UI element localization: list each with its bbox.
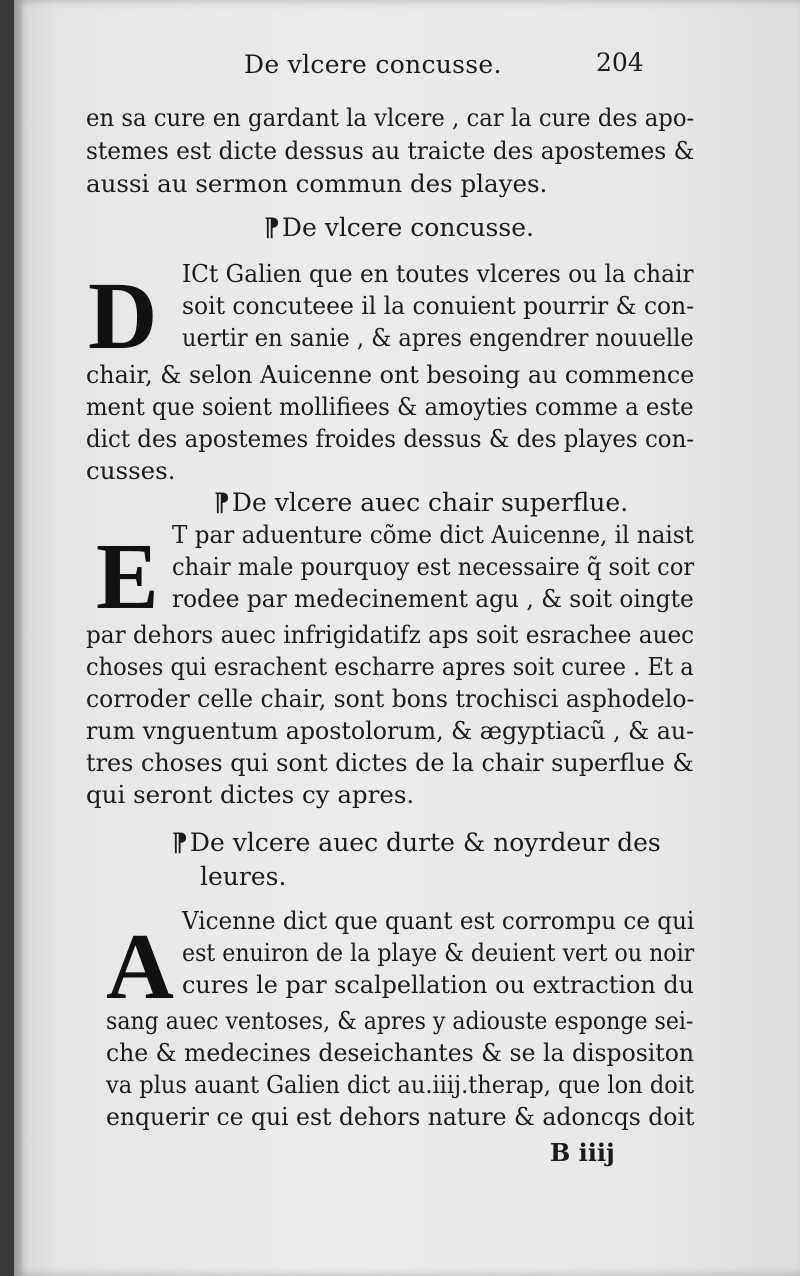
drop-initial: E [96, 525, 159, 629]
text-line: T par aduenture cõme dict Auicenne, il naist [172, 520, 694, 549]
text-line: corroder celle chair, sont bons trochisci asphodelo- [86, 684, 695, 713]
book-page [14, 0, 800, 1276]
section-heading-text: De vlcere auec chair superflue. [231, 488, 629, 517]
text-line: est enuiron de la playe & deuient vert ou noir [182, 938, 695, 967]
drop-initial: D [88, 262, 158, 369]
text-line: aussi au sermon commun des playes. [86, 169, 548, 198]
text-line: en sa cure en gardant la vlcere , car la cure des apo- [86, 103, 695, 132]
section-heading-text: De vlcere concusse. [281, 213, 534, 242]
text-line: chair, & selon Auicenne ont besoing au commence [86, 360, 695, 389]
text-line: tres choses qui sont dictes de la chair superflue & [86, 748, 694, 777]
pilcrow-icon: ¶ [264, 213, 280, 242]
page-number: 204 [596, 48, 644, 77]
text-line: enquerir ce qui est dehors nature & adoncqs doit [106, 1102, 695, 1131]
text-line: chair male pourquoy est necessaire q̃ soit cor [172, 552, 695, 581]
text-line: soit concuteee il la conuient pourrir & con- [182, 291, 695, 320]
text-line: stemes est dicte dessus au traicte des apostemes & [86, 136, 695, 165]
text-line: qui seront dictes cy apres. [86, 780, 415, 809]
text-line: ment que soient mollifiees & amoyties comme a este [86, 392, 694, 421]
drop-initial: A [106, 915, 174, 1019]
section-heading-continuation: leures. [200, 862, 287, 891]
section-heading [172, 828, 661, 858]
text-line: cures le par scalpellation ou extraction du [182, 970, 695, 999]
pilcrow-icon: ¶ [172, 828, 188, 857]
text-line: par dehors auec infrigidatifz aps soit esrachee auec [86, 620, 695, 649]
text-line: uertir en sanie , & apres engendrer nouuelle [182, 323, 694, 352]
text-line: Vicenne dict que quant est corrompu ce qui [182, 906, 695, 935]
text-line: dict des apostemes froides dessus & des playes con- [86, 424, 695, 453]
text-line: va plus auant Galien dict au.iiij.therap, que lon doit [106, 1070, 695, 1099]
text-line: cusses. [86, 456, 176, 485]
text-line: che & medecines deseichantes & se la dispositon [106, 1038, 695, 1067]
text-line: sang auec ventoses, & apres y adiouste esponge sei- [106, 1006, 694, 1035]
signature-mark: B iiij [550, 1138, 615, 1167]
text-line: rum vnguentum apostolorum, & ægyptiacũ , & au- [86, 716, 695, 745]
section-heading [214, 488, 628, 518]
section-heading-text: De vlcere auec durte & noyrdeur des [189, 828, 661, 857]
pilcrow-icon: ¶ [214, 488, 230, 517]
running-head: De vlcere concusse. [244, 50, 502, 79]
text-line: rodee par medecinement agu , & soit oingte [172, 584, 694, 613]
text-line: choses qui esrachent escharre apres soit curee . Et a [86, 652, 694, 681]
text-line: ICt Galien que en toutes vlceres ou la chair [182, 259, 694, 288]
section-heading [264, 213, 534, 243]
